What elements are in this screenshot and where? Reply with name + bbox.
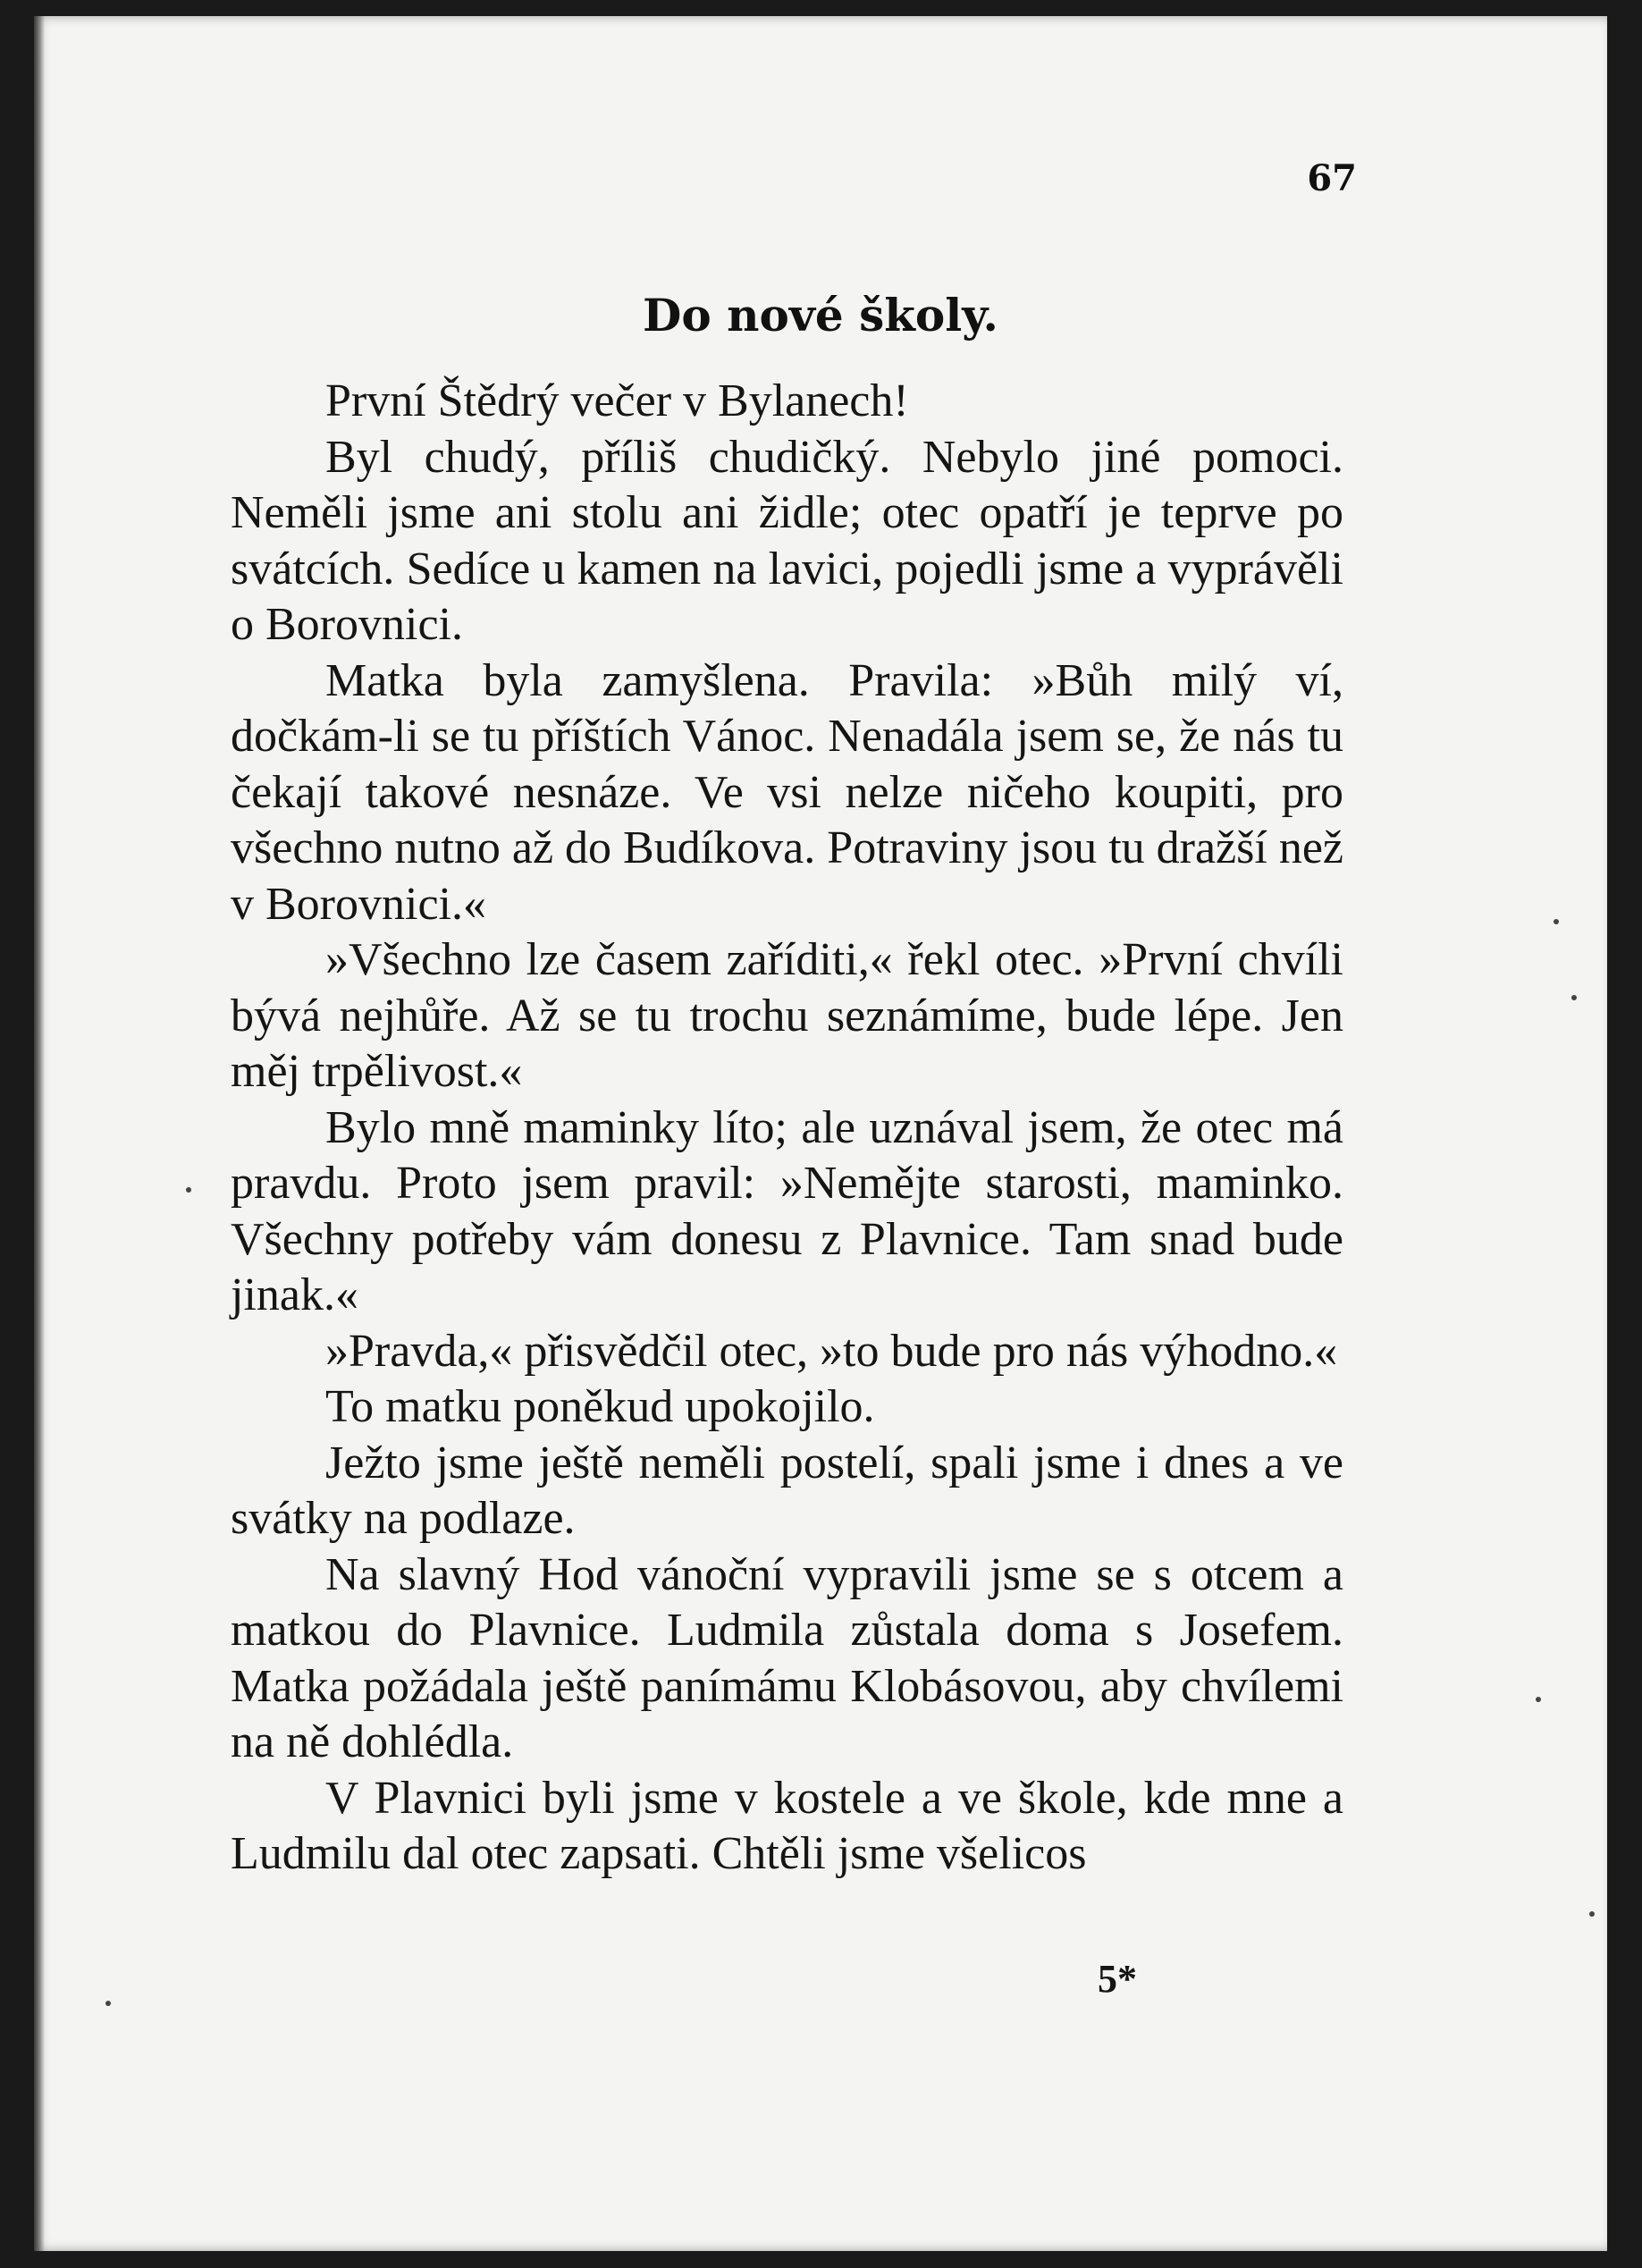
scan-speck [1554, 919, 1559, 924]
book-page [34, 16, 1607, 2251]
scan-speck [105, 2001, 111, 2006]
body-text [231, 374, 1343, 1883]
paragraph: Na slavný Hod vánoční vypravili jsme se s otcem a matkou do Plavnice. Ludmila zůstala doma s Josefem. Matka požádala ještě panímámu Klobásovou, aby chvílemi na ně dohlédla. [231, 1548, 1343, 1767]
paragraph: Matka byla zamyšlena. Pravila: »Bůh milý ví, dočkám-li se tu příštích Vánoc. Nenadála jsem se, že nás tu čekají takové nesnáze. Ve vsi nelze ničeho koupiti, pro všechno nutno až do Budíkova. Potraviny jsou tu dražší než v Borovnici.« [231, 654, 1343, 930]
paragraph: Bylo mně maminky líto; ale uznával jsem, že otec má pravdu. Proto jsem pravil: »Nemějte starosti, maminko. Všechny potřeby vám donesu z Plavnice. Tam snad bude jinak.« [231, 1101, 1343, 1320]
signature-mark: 5* [1098, 1957, 1137, 2001]
scan-speck [1589, 1911, 1595, 1917]
scan-edge [34, 16, 45, 2251]
scan-speck [1571, 995, 1577, 1000]
paragraph: To matku poněkud upokojilo. [325, 1381, 875, 1432]
page-number: 67 [1307, 157, 1357, 199]
chapter-title: Do nové školy. [643, 289, 998, 341]
paragraph: V Plavnici byli jsme v kostele a ve škole, kde mne a Ludmilu dal otec zapsati. Chtěli jsme všelicos [231, 1772, 1343, 1879]
scan-speck [1536, 1697, 1541, 1702]
paragraph: »Pravda,« přisvědčil otec, »to bude pro nás výhodno.« [325, 1325, 1338, 1377]
paragraph: První Štědrý večer v Bylanech! [325, 375, 909, 426]
scan-speck [186, 1187, 191, 1193]
paragraph: Ježto jsme ještě neměli postelí, spali jsme i dnes a ve svátky na podlaze. [231, 1437, 1343, 1544]
paragraph: »Všechno lze časem zaříditi,« řekl otec. »První chvíli bývá nejhůře. Až se tu trochu seznámíme, bude lépe. Jen měj trpělivost.« [231, 934, 1343, 1097]
paragraph: Byl chudý, příliš chudičký. Nebylo jiné pomoci. Neměli jsme ani stolu ani židle; otec opatří je teprve po svátcích. Sedíce u kamen na lavici, pojedli jsme a vyprávěli o Borovnici. [231, 431, 1343, 650]
